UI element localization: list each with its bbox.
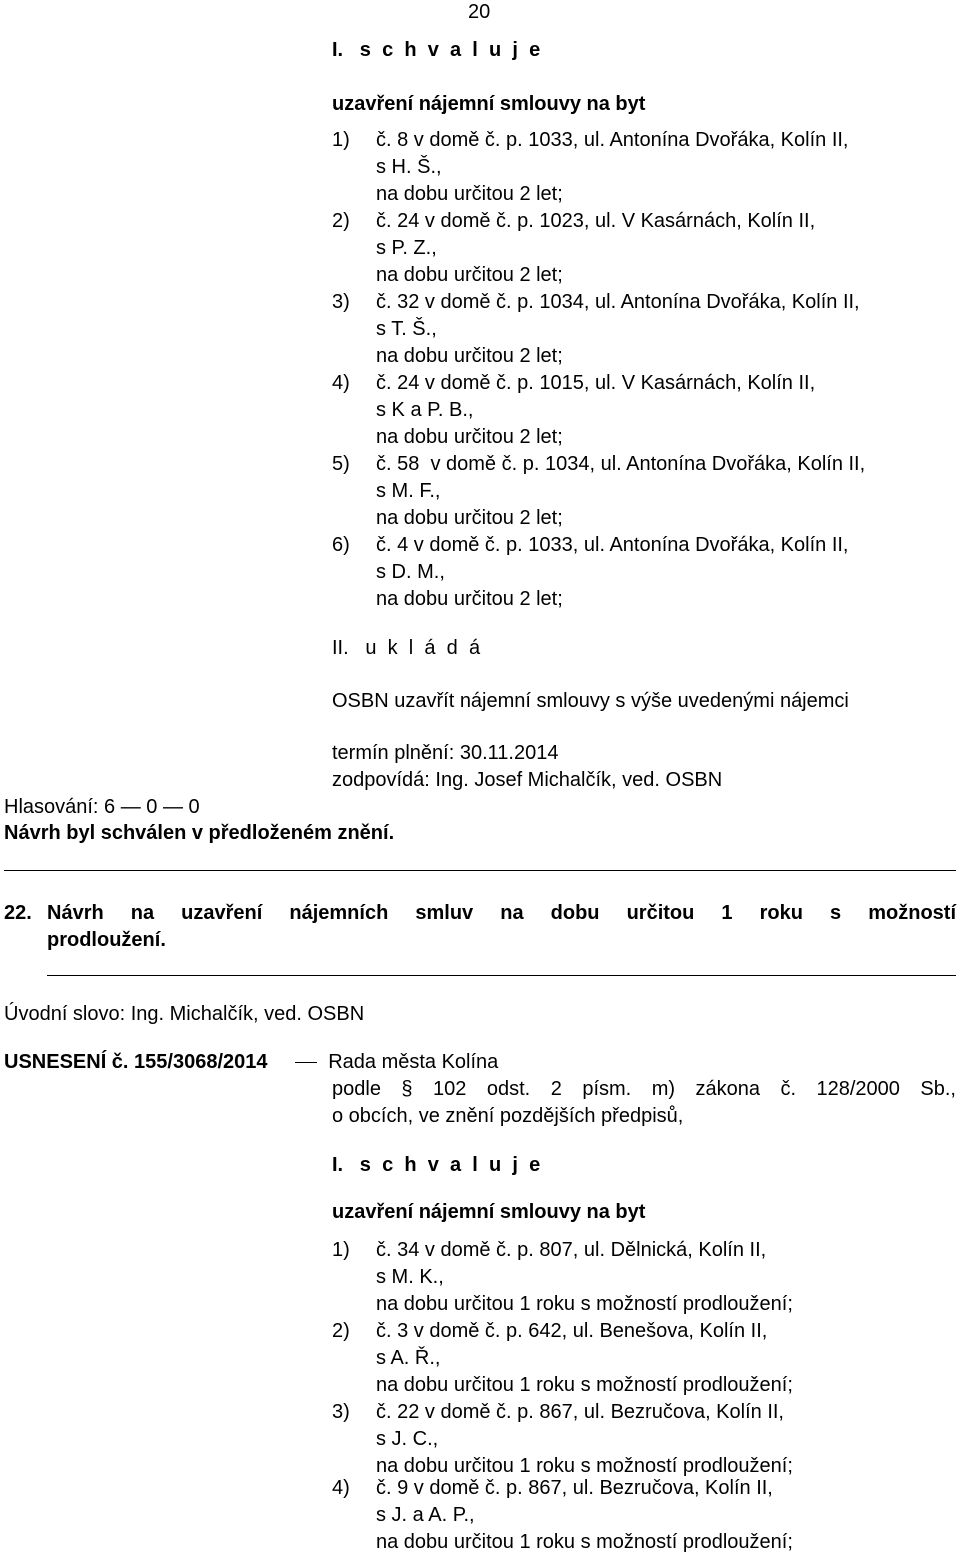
list-item <box>332 373 815 393</box>
vote-result: Hlasování: 6 — 0 — 0 <box>4 796 200 818</box>
list-item <box>332 1478 773 1498</box>
item-address: č. 34 v domě č. p. 807, ul. Dělnická, Kolín II, <box>376 1239 767 1261</box>
page-number: 20 <box>468 1 491 23</box>
item-number: 4) <box>332 372 350 394</box>
item-tenant: s A. Ř., <box>376 1347 441 1369</box>
item-number: 2) <box>332 1320 350 1342</box>
item-tenant: s M. K., <box>376 1266 444 1288</box>
item-tenant: s J. a A. P., <box>376 1504 475 1526</box>
list-item <box>332 454 865 474</box>
item-tenant: s D. M., <box>376 561 445 583</box>
item-address: č. 3 v domě č. p. 642, ul. Benešova, Kolín II, <box>376 1320 768 1342</box>
item-term: na dobu určitou 2 let; <box>376 588 563 610</box>
item-tenant: s P. Z., <box>376 237 437 259</box>
section-title-line2: prodloužení. <box>47 929 166 951</box>
resolution-label: USNESENÍ č. 155/3068/2014 <box>4 1051 268 1073</box>
item-term: na dobu určitou 2 let; <box>376 426 563 448</box>
item-term: na dobu určitou 1 roku s možností prodloužení; <box>376 1374 793 1396</box>
heading-verb: s c h v a l u j e <box>359 1154 544 1176</box>
item-number: 3) <box>332 1401 350 1423</box>
item-number: 4) <box>332 1477 350 1499</box>
intro-speaker: Úvodní slovo: Ing. Michalčík, ved. OSBN <box>4 1003 365 1025</box>
list-item <box>332 1321 767 1341</box>
divider <box>47 975 956 976</box>
item-address: č. 8 v domě č. p. 1033, ul. Antonína Dvořáka, Kolín II, <box>376 129 849 151</box>
resolution-line <box>4 1052 498 1072</box>
item-tenant: s M. F., <box>376 480 441 502</box>
item-address: č. 32 v domě č. p. 1034, ul. Antonína Dvořáka, Kolín II, <box>376 291 860 313</box>
item-term: na dobu určitou 2 let; <box>376 264 563 286</box>
item-term: na dobu určitou 1 roku s možností prodloužení; <box>376 1455 793 1477</box>
resolution-heading <box>332 40 543 60</box>
list-item <box>332 535 849 555</box>
heading-verb: s c h v a l u j e <box>359 39 544 61</box>
item-term: na dobu určitou 1 roku s možností prodloužení; <box>376 1293 793 1315</box>
item-number: 6) <box>332 534 350 556</box>
legal-basis-line1: podle § 102 odst. 2 písm. m) zákona č. 128/2000 Sb., <box>332 1078 956 1100</box>
item-number: 5) <box>332 453 350 475</box>
item-term: na dobu určitou 1 roku s možností prodloužení; <box>376 1531 793 1553</box>
item-tenant: s T. Š., <box>376 318 437 340</box>
item-number: 2) <box>332 210 350 232</box>
responsible: zodpovídá: Ing. Josef Michalčík, ved. OSBN <box>332 769 723 791</box>
item-number: 1) <box>332 1239 350 1261</box>
item-address: č. 4 v domě č. p. 1033, ul. Antonína Dvořáka, Kolín II, <box>376 534 849 556</box>
item-tenant: s K a P. B., <box>376 399 474 421</box>
list-item <box>332 130 849 150</box>
heading-numeral: II. <box>332 637 349 659</box>
deadline: termín plnění: 30.11.2014 <box>332 742 559 764</box>
item-term: na dobu určitou 2 let; <box>376 345 563 367</box>
approval-statement: Návrh byl schválen v předloženém znění. <box>4 822 395 844</box>
heading-verb: u k l á d á <box>365 637 483 659</box>
resolution-body: Rada města Kolína <box>328 1051 499 1073</box>
item-tenant: s H. Š., <box>376 156 442 178</box>
divider <box>4 870 956 871</box>
item-address: č. 22 v domě č. p. 867, ul. Bezručova, Kolín II, <box>376 1401 784 1423</box>
item-number: 3) <box>332 291 350 313</box>
item-term: na dobu určitou 2 let; <box>376 507 563 529</box>
list-item <box>332 1402 784 1422</box>
heading-numeral: I. <box>332 39 344 61</box>
item-number: 1) <box>332 129 350 151</box>
resolution-subject: uzavření nájemní smlouvy na byt <box>332 93 646 115</box>
task-text: OSBN uzavřít nájemní smlouvy s výše uvedenými nájemci <box>332 690 849 712</box>
item-tenant: s J. C., <box>376 1428 439 1450</box>
list-item <box>332 292 860 312</box>
section-number: 22. <box>4 902 32 924</box>
section-title-line1: Návrh na uzavření nájemních smluv na dobu určitou 1 roku s možností <box>47 902 956 924</box>
item-address: č. 9 v domě č. p. 867, ul. Bezručova, Kolín II, <box>376 1477 773 1499</box>
item-address: č. 24 v domě č. p. 1023, ul. V Kasárnách, Kolín II, <box>376 210 816 232</box>
list-item <box>332 211 815 231</box>
item-term: na dobu určitou 2 let; <box>376 183 563 205</box>
legal-basis-line2: o obcích, ve znění pozdějších předpisů, <box>332 1105 684 1127</box>
resolution-subject: uzavření nájemní smlouvy na byt <box>332 1201 646 1223</box>
list-item <box>332 1240 766 1260</box>
item-address: č. 24 v domě č. p. 1015, ul. V Kasárnách, Kolín II, <box>376 372 816 394</box>
resolution-heading-2 <box>332 638 483 658</box>
heading-numeral: I. <box>332 1154 344 1176</box>
resolution-heading <box>332 1155 543 1175</box>
item-address: č. 58 v domě č. p. 1034, ul. Antonína Dvořáka, Kolín II, <box>376 453 866 475</box>
